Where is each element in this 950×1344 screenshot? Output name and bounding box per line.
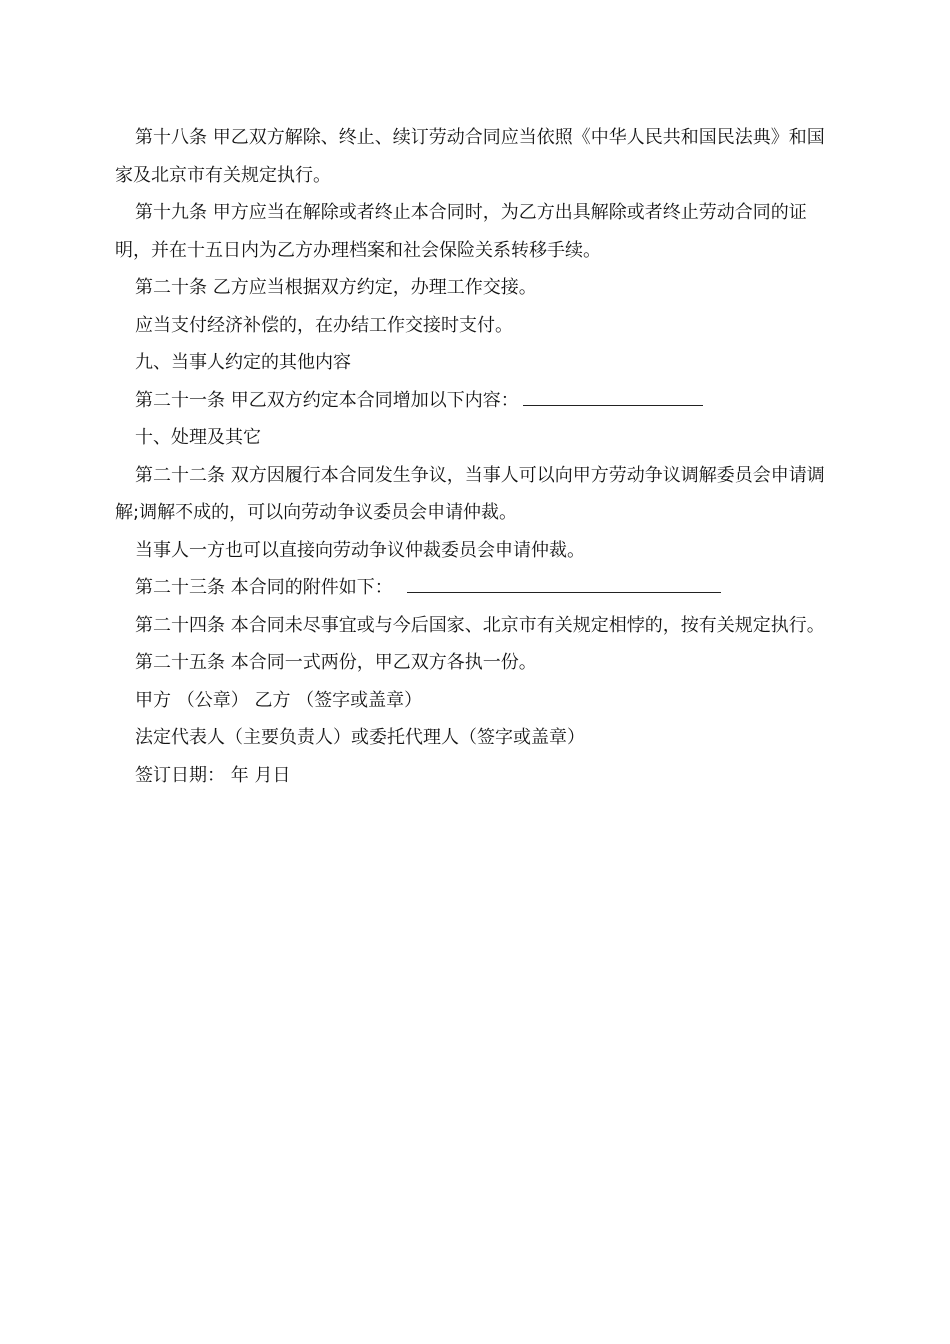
article-22: 第二十二条 双方因履行本合同发生争议，当事人可以向甲方劳动争议调解委员会申请调解;调解不成的，可以向劳动争议委员会申请仲裁。	[115, 464, 825, 523]
section-9-heading: 九、当事人约定的其他内容	[135, 352, 351, 373]
article-25: 第二十五条 本合同一式两份，甲乙双方各执一份。	[135, 652, 537, 673]
party-signatures: 甲方 （公章） 乙方 （签字或盖章）	[135, 689, 423, 711]
article-23-text: 第二十三条 本合同的附件如下：	[135, 577, 393, 598]
article-20-compensation: 应当支付经济补偿的，在办结工作交接时支付。	[135, 314, 513, 336]
article-18: 第十八条 甲乙双方解除、终止、续订劳动合同应当依照《中华人民共和国民法典》和国家及北京市有关规定执行。	[115, 127, 825, 186]
article-23	[115, 569, 835, 607]
article-19: 第十九条 甲方应当在解除或者终止本合同时，为乙方出具解除或者终止劳动合同的证明，并在十五日内为乙方办理档案和社会保险关系转移手续。	[115, 202, 807, 261]
article-21-fill-blank[interactable]	[523, 389, 703, 406]
article-21	[115, 382, 835, 420]
article-24: 第二十四条 本合同未尽事宜或与今后国家、北京市有关规定相悖的，按有关规定执行。	[135, 614, 825, 636]
legal-representative-signature: 法定代表人（主要负责人）或委托代理人（签字或盖章）	[135, 727, 585, 748]
article-21-text: 第二十一条 甲乙双方约定本合同增加以下内容：	[135, 389, 519, 411]
article-20: 第二十条 乙方应当根据双方约定，办理工作交接。	[135, 277, 537, 298]
signing-date: 签订日期： 年 月日	[135, 764, 291, 786]
section-10-heading: 十、处理及其它	[135, 427, 261, 448]
article-23-fill-blank[interactable]	[407, 576, 721, 593]
article-22-arbitration: 当事人一方也可以直接向劳动争议仲裁委员会申请仲裁。	[135, 539, 585, 561]
document-body	[115, 119, 835, 794]
